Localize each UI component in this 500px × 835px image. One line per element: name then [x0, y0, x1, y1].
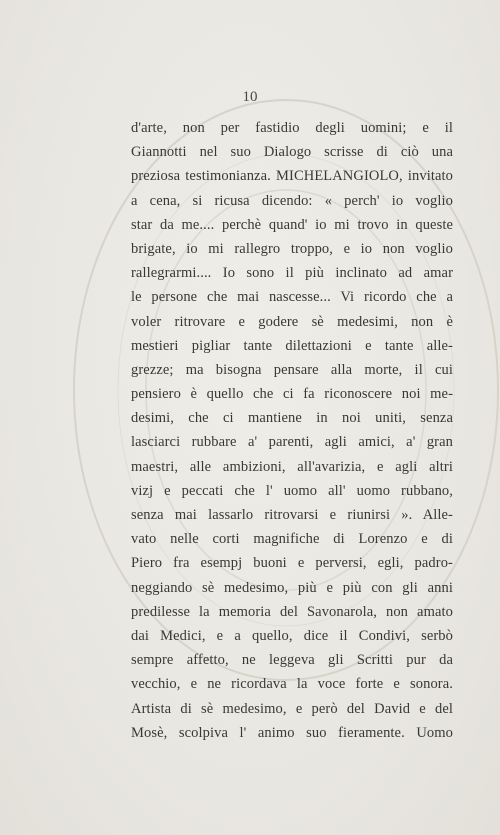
- text-line: le persone che mai nascesse... Vi ricordo che a: [131, 289, 453, 306]
- text-line: predilesse la memoria del Savonarola, non amato: [131, 603, 453, 620]
- text-line: desimi, che ci mantiene in noi uniti, senza: [131, 410, 453, 427]
- text-line: mestieri pigliar tante dilettazioni e tante alle-: [131, 337, 453, 354]
- text-line: lasciarci rubbare a' parenti, agli amici, a' gran: [131, 434, 453, 451]
- text-line: maestri, alle ambizioni, all'avarizia, e agli altri: [131, 458, 453, 475]
- text-line: d'arte, non per fastidio degli uomini; e il: [131, 120, 453, 136]
- text-line: senza mai lassarlo ritrovarsi e riunirsi ». Alle-: [131, 507, 453, 523]
- text-line: Piero fra esempj buoni e perversi, egli, padro-: [131, 555, 453, 572]
- text-line: grezze; ma bisogna pensare alla morte, il cui: [131, 361, 453, 378]
- page-number: 10: [242, 89, 258, 105]
- text-line: voler ritrovare e godere sè medesimi, non è: [131, 313, 453, 330]
- text-line: vizj e peccati che l' uomo all' uomo rubbano,: [131, 482, 453, 499]
- text-line: vato nelle corti magnifiche di Lorenzo e di: [131, 531, 453, 548]
- text-line: neggiando sè medesimo, più e più con gli anni: [131, 579, 453, 596]
- body-text: [131, 116, 453, 745]
- text-line: sempre affetto, ne leggeva gli Scritti pur da: [131, 652, 453, 669]
- text-line: preziosa testimonianza. MICHELANGIOLO, invitato: [131, 168, 453, 185]
- text-line: star da me.... perchè quand' io mi trovo in queste: [131, 216, 453, 233]
- text-line: dai Medici, e a quello, dice il Condivi, serbò: [131, 627, 453, 644]
- text-line: rallegrarmi.... Io sono il più inclinato ad amar: [131, 265, 453, 282]
- text-line: pensiero è quello che ci fa riconoscere noi me-: [131, 386, 453, 403]
- text-line: Artista di sè medesimo, e però del David e del: [131, 700, 453, 717]
- text-line: brigate, io mi rallegro troppo, e io non voglio: [131, 240, 453, 257]
- text-line: vecchio, e ne ricordava la voce forte e sonora.: [131, 676, 453, 693]
- text-line: Giannotti nel suo Dialogo scrisse di ciò una: [131, 144, 453, 161]
- text-line: Mosè, scolpiva l' animo suo fieramente. Uomo: [131, 724, 453, 741]
- text-line: a cena, si ricusa dicendo: « perch' io voglio: [131, 192, 453, 209]
